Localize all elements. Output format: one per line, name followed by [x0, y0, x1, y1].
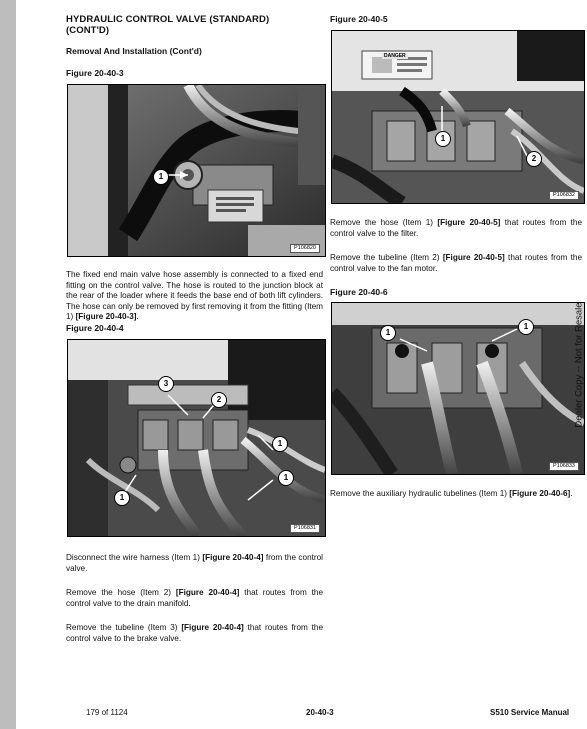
figure-ref: [Figure 20-40-4]: [181, 623, 244, 632]
photo-code: P106820: [290, 244, 320, 253]
viewer-sidebar: [0, 0, 16, 729]
callout-1: 1: [435, 131, 451, 147]
paragraph-brake-tubeline: Remove the tubeline (Item 3) [Figure 20-40-4] that routes from the control valve to the brake valve.: [66, 623, 324, 643]
figure-20-40-4-photo: [67, 339, 326, 537]
figure-ref: [Figure 20-40-5]: [437, 218, 501, 227]
paragraph-wire-harness: Disconnect the wire harness (Item 1) [Figure 20-40-4] from the control valve.: [66, 553, 324, 573]
callout-3: 3: [158, 376, 174, 392]
callout-1: 1: [380, 325, 396, 341]
figure-label: Figure 20-40-4: [66, 323, 124, 333]
figure-ref: [Figure 20-40-3]: [75, 312, 137, 322]
paragraph-fan-tubeline: Remove the tubeline (Item 2) [Figure 20-40-5] that routes from the control valve to the fan motor.: [330, 253, 583, 273]
photo-code: P106831: [290, 524, 320, 533]
callout-1: 1: [278, 470, 294, 486]
paragraph-filter-hose: Remove the hose (Item 1) [Figure 20-40-5] that routes from the control valve to the filter.: [330, 218, 582, 238]
photo-code: P106832: [549, 191, 579, 200]
callout-2: 2: [211, 392, 227, 408]
callout-2: 2: [526, 151, 542, 167]
figure-label: Figure 20-40-6: [330, 287, 388, 297]
callout-1: 1: [518, 319, 534, 335]
figure-label: Figure 20-40-5: [330, 14, 388, 24]
paragraph-drain-hose: Remove the hose (Item 2) [Figure 20-40-4] that routes from the control valve to the drain manifold.: [66, 588, 323, 608]
callout-1: 1: [153, 169, 169, 185]
page-count: 179 of 1124: [86, 708, 128, 717]
figure-ref: [Figure 20-40-5]: [442, 253, 505, 262]
danger-decal: DANGER: [384, 53, 406, 59]
subsection-title: Removal And Installation (Cont'd): [66, 46, 202, 56]
callout-1: 1: [272, 436, 288, 452]
page-number: 20-40-3: [306, 708, 334, 717]
figure-20-40-5-photo: [331, 30, 585, 204]
figure-label: Figure 20-40-3: [66, 68, 124, 78]
callout-1: 1: [114, 490, 130, 506]
figure-20-40-6-photo: [331, 302, 585, 475]
photo-code: P106833: [549, 462, 579, 471]
paragraph-aux-tubelines: Remove the auxiliary hydraulic tubelines (Item 1) [Figure 20-40-6].: [330, 489, 573, 498]
figure-ref: [Figure 20-40-4]: [202, 553, 264, 562]
manual-title: S510 Service Manual: [490, 708, 570, 717]
paragraph-hose-assembly: The fixed end main valve hose assembly is connected to a fixed end fitting on the control valve. The hose is routed to the junction block at the rear of the loader where it feeds the base end of both lift cylinders. The hose can only be removed by first removing it from the fitting (Item 1) [Figure 20-40-3].: [66, 270, 323, 322]
section-title: HYDRAULIC CONTROL VALVE (STANDARD) (CONT'D): [66, 14, 270, 36]
figure-20-40-3-photo: [67, 84, 326, 257]
manual-page: [16, 0, 587, 729]
dealer-copy-watermark: Dealer Copy -- Not for Resale: [573, 302, 585, 428]
figure-ref: [Figure 20-40-6]: [509, 489, 571, 498]
figure-ref: [Figure 20-40-4]: [175, 588, 240, 597]
